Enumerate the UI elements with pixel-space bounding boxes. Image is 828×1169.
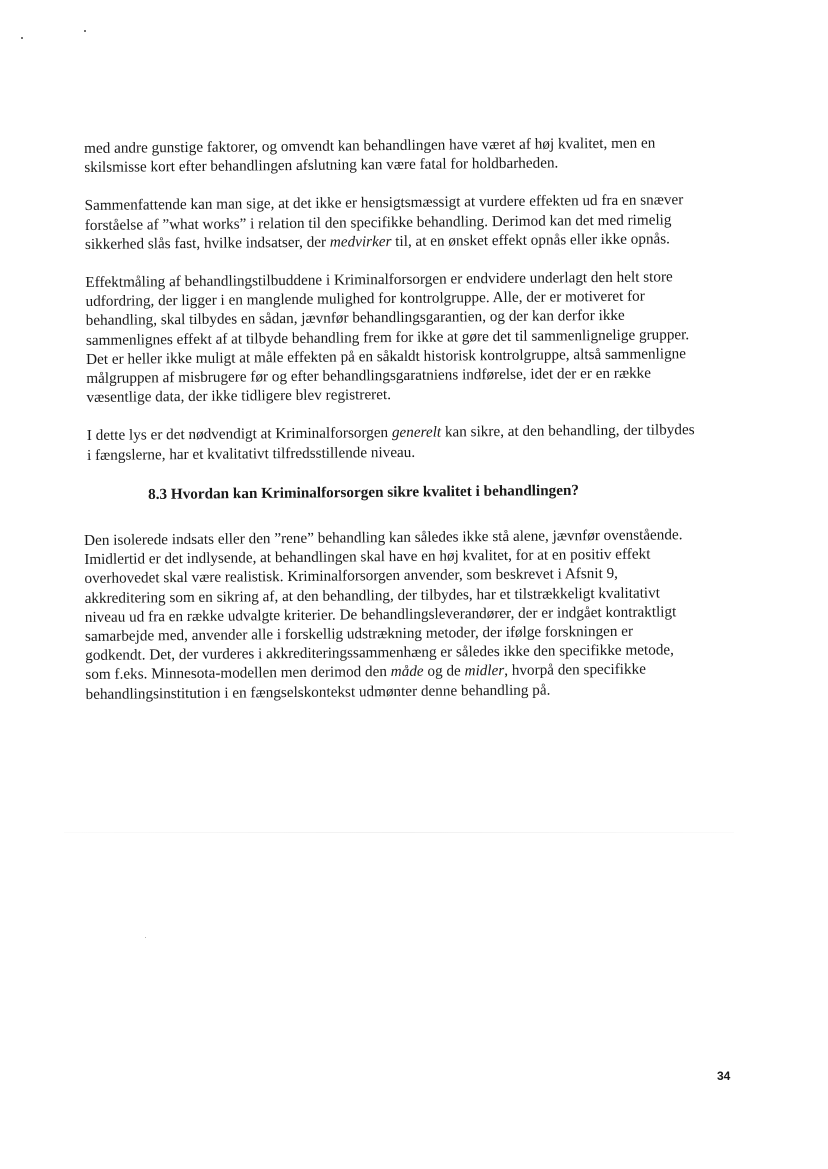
emphasized-text: medvirker (329, 232, 392, 251)
text-run: kan sikre, at den behandling, der tilbydes i fængslerne, har et kvalitativt tilfredsstillende niveau. (86, 421, 695, 464)
paragraph (85, 267, 736, 408)
text-run: til, at en ønsket effekt opnås eller ikke opnås. (391, 230, 671, 250)
scan-speck (84, 30, 86, 32)
text-run: Effektmåling af behandlingstilbuddene i Kriminalforsorgen er endvidere underlagt den helt store udfordring, der ligger i en manglende mulighed for kontrolgruppe. Alle, der er motiveret for behandling, skal tilbydes en sådan, jævnfør behandlingsgarantien, og der kan derfor ikke sammenlignes effekt af at tilbyde behandling frem for ikke at gøre det til sammenlignelige grupper. Det er heller ikke muligt at måle effekten på en såkaldt historisk kontrolgruppe, altså sammenligne målgruppen af misbrugere før og efter behandlingsgaratniens indførelse, idet der er en række væsentlige data, der ikke tidligere blev registreret. (85, 268, 690, 407)
scan-speck (145, 937, 146, 938)
text-run: , hvorpå den specifikke behandlingsinstitution i en fængselskontekst udmønter denne behandling på. (85, 661, 646, 703)
text-run: Sammenfattende kan man sige, at det ikke er hensigtsmæssigt at vurdere effekten ud fra en snæver forståelse af ”what works” i relation til den specifikke behandling. Derimod kan det med rimelig sikkerhed slås fast, hvilke indsatser, der (84, 191, 684, 253)
page-number: 34 (717, 1069, 731, 1083)
paragraph (84, 133, 734, 178)
emphasized-text: måde (390, 663, 424, 681)
text-run: I dette lys er det nødvendigt at Kriminalforsorgen (86, 424, 392, 445)
paragraph (84, 525, 736, 704)
section-heading: 8.3 Hvordan kan Kriminalforsorgen sikre kvalitet i behandlingen? (148, 481, 580, 503)
text-run: Den isolerede indsats eller den ”rene” behandling kan således ikke stå alene, jævnfør ovenstående. Imidlertid er det indlysende, at behandlingen skal have en høj kvalitet, for at en positiv effekt overhovedet skal være realistisk. Kriminalforsorgen anvender, som beskrevet i Afsnit 9, akkreditering som en sikring af, at den behandling, der tilbydes, har et tilstrækkeligt kvalitativt niveau ud fra en række udvalgte kriterier. De behandlingsleverandører, der er indgået kontraktligt samarbejde med, anvender alle i forskellig udstrækning metoder, der ifølge forskningen er godkendt. Det, der vurderes i akkrediteringssammenhæng er således ikke den specifikke metode, som f.eks. Minnesota-modellen men derimod den (84, 526, 683, 684)
scan-fold-line (64, 832, 734, 833)
scan-speck (21, 37, 23, 39)
paragraph (87, 420, 737, 465)
emphasized-text: generelt (391, 424, 442, 442)
text-run: med andre gunstige faktorer, og omvendt kan behandlingen have været af høj kvalitet, men en skilsmisse kort efter behandlingen afslutning kan være fatal for holdbarheden. (84, 134, 656, 177)
paragraph (85, 190, 736, 254)
body-text-top (84, 133, 737, 465)
body-text-bottom (84, 525, 736, 704)
text-run: og de (423, 662, 465, 681)
emphasized-text: midler (464, 662, 505, 680)
